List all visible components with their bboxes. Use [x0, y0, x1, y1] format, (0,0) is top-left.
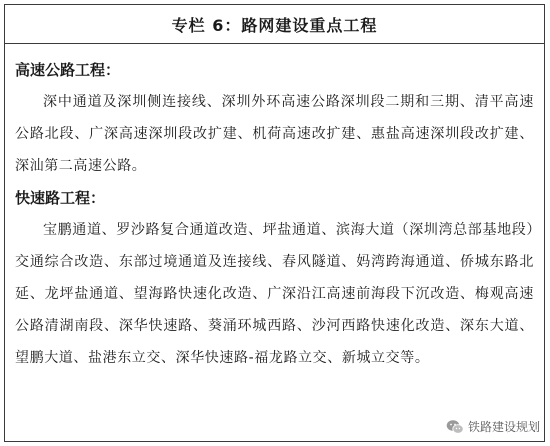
column-title: 专栏 6：路网建设重点工程: [5, 5, 544, 44]
feature-column-box: [4, 4, 545, 442]
section-text-urban-expressway: 宝鹏通道、罗沙路复合通道改造、坪盐通道、滨海大道（深圳湾总部基地段）交通综合改造、东部过境通道及连接线、春风隧道、妈湾跨海通道、侨城东路北延、龙坪盐通道、望海路快速化改造、广深沿江高速前海段下沉改造、梅观高速公路清湖南段、深华快速路、葵涌环城西路、沙河西路快速化改造、深东大道、望鹏大道、盐港东立交、深华快速路-福龙路立交、新城立交等。: [15, 222, 534, 366]
watermark-text: 铁路建设规划: [467, 420, 540, 434]
section-heading-urban-expressway: 快速路工程：: [15, 189, 106, 207]
watermark: [444, 417, 542, 436]
section-heading-expressway: 高速公路工程：: [15, 61, 121, 79]
section-text-expressway: 深中通道及深圳侧连接线、深圳外环高速公路深圳段二期和三期、清平高速公路北段、广深高速深圳段改扩建、机荷高速改扩建、惠盐高速深圳段改扩建、深汕第二高速公路。: [15, 94, 534, 174]
wechat-icon: [446, 419, 464, 435]
column-body: [5, 44, 544, 374]
